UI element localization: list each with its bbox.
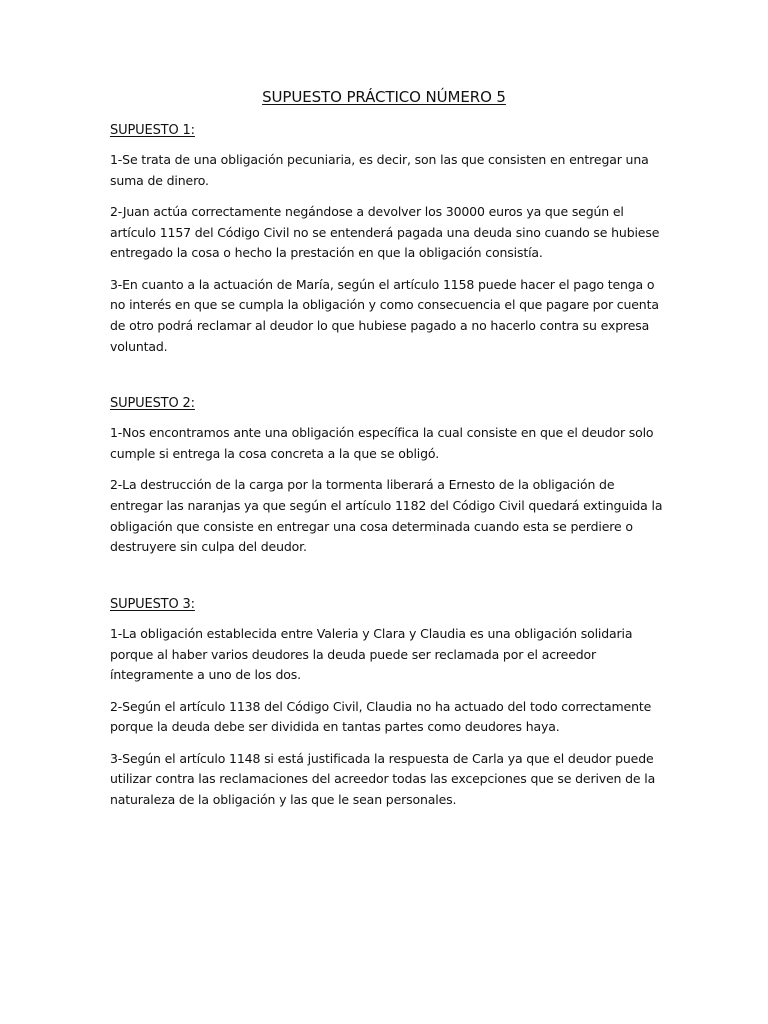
section-heading: SUPUESTO 2: (110, 396, 195, 412)
document-title: SUPUESTO PRÁCTICO NÚMERO 5 (262, 88, 506, 106)
paragraph: 2-La destrucción de la carga por la tormenta liberará a Ernesto de la obligación de entregar las naranjas ya que según el artículo 1182 del Código Civil quedará extinguida la obligación que consiste en entregar una cosa determinada cuando esta se perdiere o destruyere sin culpa del deudor. (110, 477, 663, 555)
paragraph: 2-Juan actúa correctamente negándose a devolver los 30000 euros ya que según el artículo 1157 del Código Civil no se entenderá pagada una deuda sino cuando se hubiese entregado la cosa o hecho la prestación en que la obligación consistía. (110, 203, 660, 261)
paragraph: 1-Se trata de una obligación pecuniaria, es decir, son las que consisten en entregar una suma de dinero. (110, 152, 649, 188)
paragraph: 1-Nos encontramos ante una obligación específica la cual consiste en que el deudor solo cumple si entrega la cosa concreta a la que se obligó. (110, 425, 654, 462)
section-supuesto-3 (110, 594, 670, 811)
document-body (110, 120, 670, 847)
paragraph: 3-Según el artículo 1148 si está justificada la respuesta de Carla ya que el deudor puede utilizar contra las reclamaciones del acreedor todas las excepciones que se deriven de la naturaleza de la obligación y las que le sean personales. (110, 750, 656, 807)
section-supuesto-1 (110, 120, 670, 357)
paragraph: 3-En cuanto a la actuación de María, según el artículo 1158 puede hacer el pago tenga o no interés en que se cumpla la obligación y como consecuencia el que pagare por cuenta de otro podrá reclamar al deudor lo que hubiese pagado a no hacerlo contra su expresa voluntad. (110, 276, 659, 354)
paragraph: 2-Según el artículo 1138 del Código Civil, Claudia no ha actuado del todo correctamente porque la deuda debe ser dividida en tantas partes como deudores haya. (110, 698, 652, 735)
paragraph: 1-La obligación establecida entre Valeria y Clara y Claudia es una obligación solidaria porque al haber varios deudores la deuda puede ser reclamada por el acreedor íntegramente a uno de los dos. (110, 626, 633, 683)
section-supuesto-2 (110, 393, 670, 558)
section-heading: SUPUESTO 3: (110, 597, 195, 613)
section-heading: SUPUESTO 1: (110, 123, 195, 138)
